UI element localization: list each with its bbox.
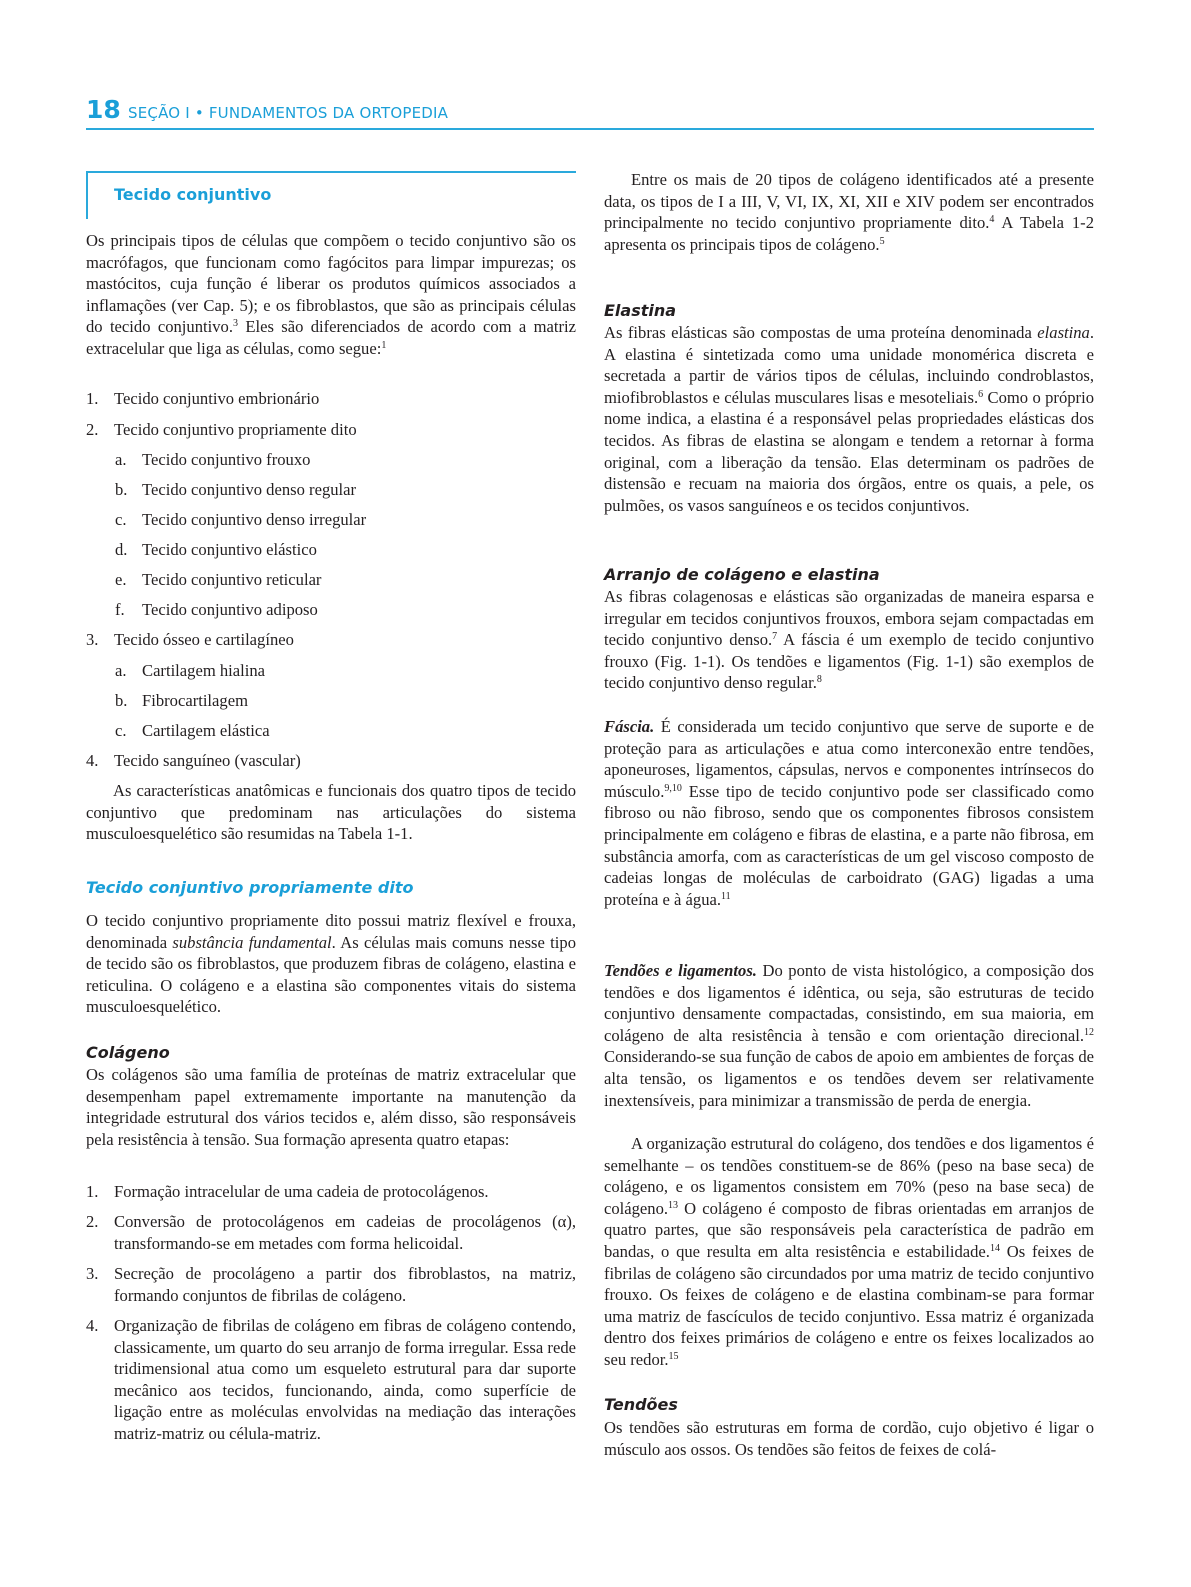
collagen-types-paragraph: Entre os mais de 20 tipos de colágeno identificados até a presente data, os tipos de I a III, V, VI, IX, XI, XII e XIV podem ser encontrados principalmente no tecido conjuntivo propriamente dito.$^4$ A Tabela 1-2 apresenta os principais tipos de colágeno.$^5$ [604, 170, 1094, 254]
intro-paragraph: Os principais tipos de células que compõem o tecido conjuntivo são os macrófagos, que funcionam como fagócitos para limpar impurezas; os mastócitos, cuja função é liberar os produtos químicos associados a inflamações (ver Cap. 5); e os fibroblastos, que são as principais células do tecido conjuntivo.$^3$ Eles são diferenciados de acordo com a matriz extracelular que liga as células, como segue:$^1$ [86, 231, 577, 358]
subsection-heading: Tecido conjuntivo propriamente dito [86, 878, 414, 897]
running-head: SEÇÃO I • FUNDAMENTOS DA ORTOPEDIA [128, 104, 449, 122]
organization-paragraph: A organização estrutural do colágeno, dos tendões e dos ligamentos é semelhante – os tendões constituem-se de 86% (peso na base seca) de colágeno, e os ligamentos consistem em 70% (peso na base seca) de colágeno.$^{13}$ O colágeno é composto de fibras orientadas em arranjos de quatro partes, que são responsáveis pela característica de padrão em bandas, o que resulta em alta resistência e estabilidade.$^{14}$ Os feixes de fibrilas de colágeno são circundados por uma matriz de tecido conjuntivo frouxo. Os feixes de colágeno e de elastina combinam-se para formar uma matriz de fascículos de tecido conjuntivo. Essa matriz é organizada dentro dos feixes primários de colágeno e entre os feixes localizados ao seu redor.$^{15}$ [604, 1134, 1095, 1369]
elastina-paragraph: As fibras elásticas são compostas de uma proteína denominada elastina. A elastina é sintetizada como uma unidade monomérica discreta e secretada a partir de vários tipos de células, incluindo condroblastos, miofibroblastos e células musculares lisas e mesoteliais.$^6$ Como o próprio nome indica, a elastina é a responsável pelas propriedades elásticas dos tecidos. As fibras de elastina se alongam e tendem a retornar à forma original, com a liberação da tensão. Elas determinam os padrões de distensão e recuam na maioria dos órgãos, entre os quais, a pele, os pulmões, os vasos sanguíneos e os tecidos conjuntivos. [604, 323, 1094, 515]
page-header [86, 94, 1094, 130]
arranjo-heading: Arranjo de colágeno e elastina [604, 565, 880, 584]
summary-paragraph: As características anatômicas e funcionais dos quatro tipos de tecido conjuntivo que predominam nas articulações do sistema musculoesquelético são resumidas na Tabela 1-1. [86, 781, 576, 844]
collagen-step: 4. Organização de fibrilas de colágeno em fibras de colágeno contendo, classicamente, um quarto do seu arranjo de forma irregular. Essa rede tridimensional atua como um esqueleto estrutural para dar suporte mecânico aos tecidos, funcionando, ainda, como superfície de ligação entre as moléculas envolvidas na mediação das interações matriz-matriz ou célula-matriz. [86, 1316, 576, 1443]
fascia-paragraph: Fáscia. É considerada um tecido conjuntivo que serve de suporte e de proteção para as articulações e atua como interconexão entre tendões, aponeuroses, ligamentos, cápsulas, nervos e componentes intrínsecos do músculo.$^{9,10}$ Esse tipo de tecido conjuntivo pode ser classificado como fibroso ou não fibroso, sendo que os componentes fibrosos consistem principalmente em colágeno e fibras de elastina, e a parte não fibrosa, em substância amorfa, com as características de um gel viscoso composto de cadeias longas de moléculas de carboidrato (GAG) ligadas a uma proteína e à água.$^{11}$ [604, 717, 1094, 909]
tendons-ligaments-paragraph: Tendões e ligamentos. Do ponto de vista histológico, a composição dos tendões e dos ligamentos é idêntica, ou seja, são estruturas de tecido conjuntivo densamente compactadas, consistindo, em sua maioria, em colágeno de alta resistência à tensão e com orientação direcional.$^{12}$ Considerando-se sua função de cabos de apoio em ambientes de forças de alta tensão, os ligamentos e os tendões devem ser relativamente inextensíveis, para minimizar a transmissão de perda de energia. [604, 961, 1094, 1110]
elastina-heading: Elastina [604, 301, 677, 320]
tendoes-paragraph: Os tendões são estruturas em forma de cordão, cujo objetivo é ligar o músculo aos ossos. Os tendões são feitos de feixes de colá- [604, 1418, 1094, 1459]
colageno-paragraph: Os colágenos são uma família de proteínas de matriz extracelular que desempenham papel extremamente importante na manutenção da integridade estrutural dos vários tecidos e, além disso, são responsáveis pela resistência à tensão. Sua formação apresenta quatro etapas: [86, 1065, 576, 1149]
collagen-step: 1. Formação intracelular de uma cadeia de protocolágenos. [86, 1182, 489, 1201]
colageno-heading: Colágeno [86, 1043, 170, 1062]
section-title: Tecido conjuntivo [114, 185, 272, 204]
tendoes-heading: Tendões [604, 1395, 678, 1414]
collagen-step: 2. Conversão de protocolágenos em cadeias de procolágenos (α), transformando-se em metades com forma helicoidal. [86, 1212, 576, 1253]
section-box [86, 171, 576, 219]
collagen-step: 3. Secreção de procolágeno a partir dos fibroblastos, na matriz, formando conjuntos de fibrilas de colágeno. [86, 1264, 576, 1305]
tcpd-paragraph: O tecido conjuntivo propriamente dito possui matriz flexível e frouxa, denominada substância fundamental. As células mais comuns nesse tipo de tecido são os fibroblastos, que produzem fibras de colágeno, elastina e reticulina. O colágeno e a elastina são componentes vitais do sistema musculoesquelético. [86, 911, 576, 1017]
page-number: 18 [86, 95, 121, 124]
arranjo-paragraph: As fibras colagenosas e elásticas são organizadas de maneira esparsa e irregular em tecidos conjuntivos frouxos, embora sejam compactadas em tecido conjuntivo denso.$^7$ A fáscia é um exemplo de tecido conjuntivo frouxo (Fig. 1-1). Os tendões e ligamentos (Fig. 1-1) são exemplos de tecido conjuntivo denso regular.$^8$ [604, 587, 1095, 693]
